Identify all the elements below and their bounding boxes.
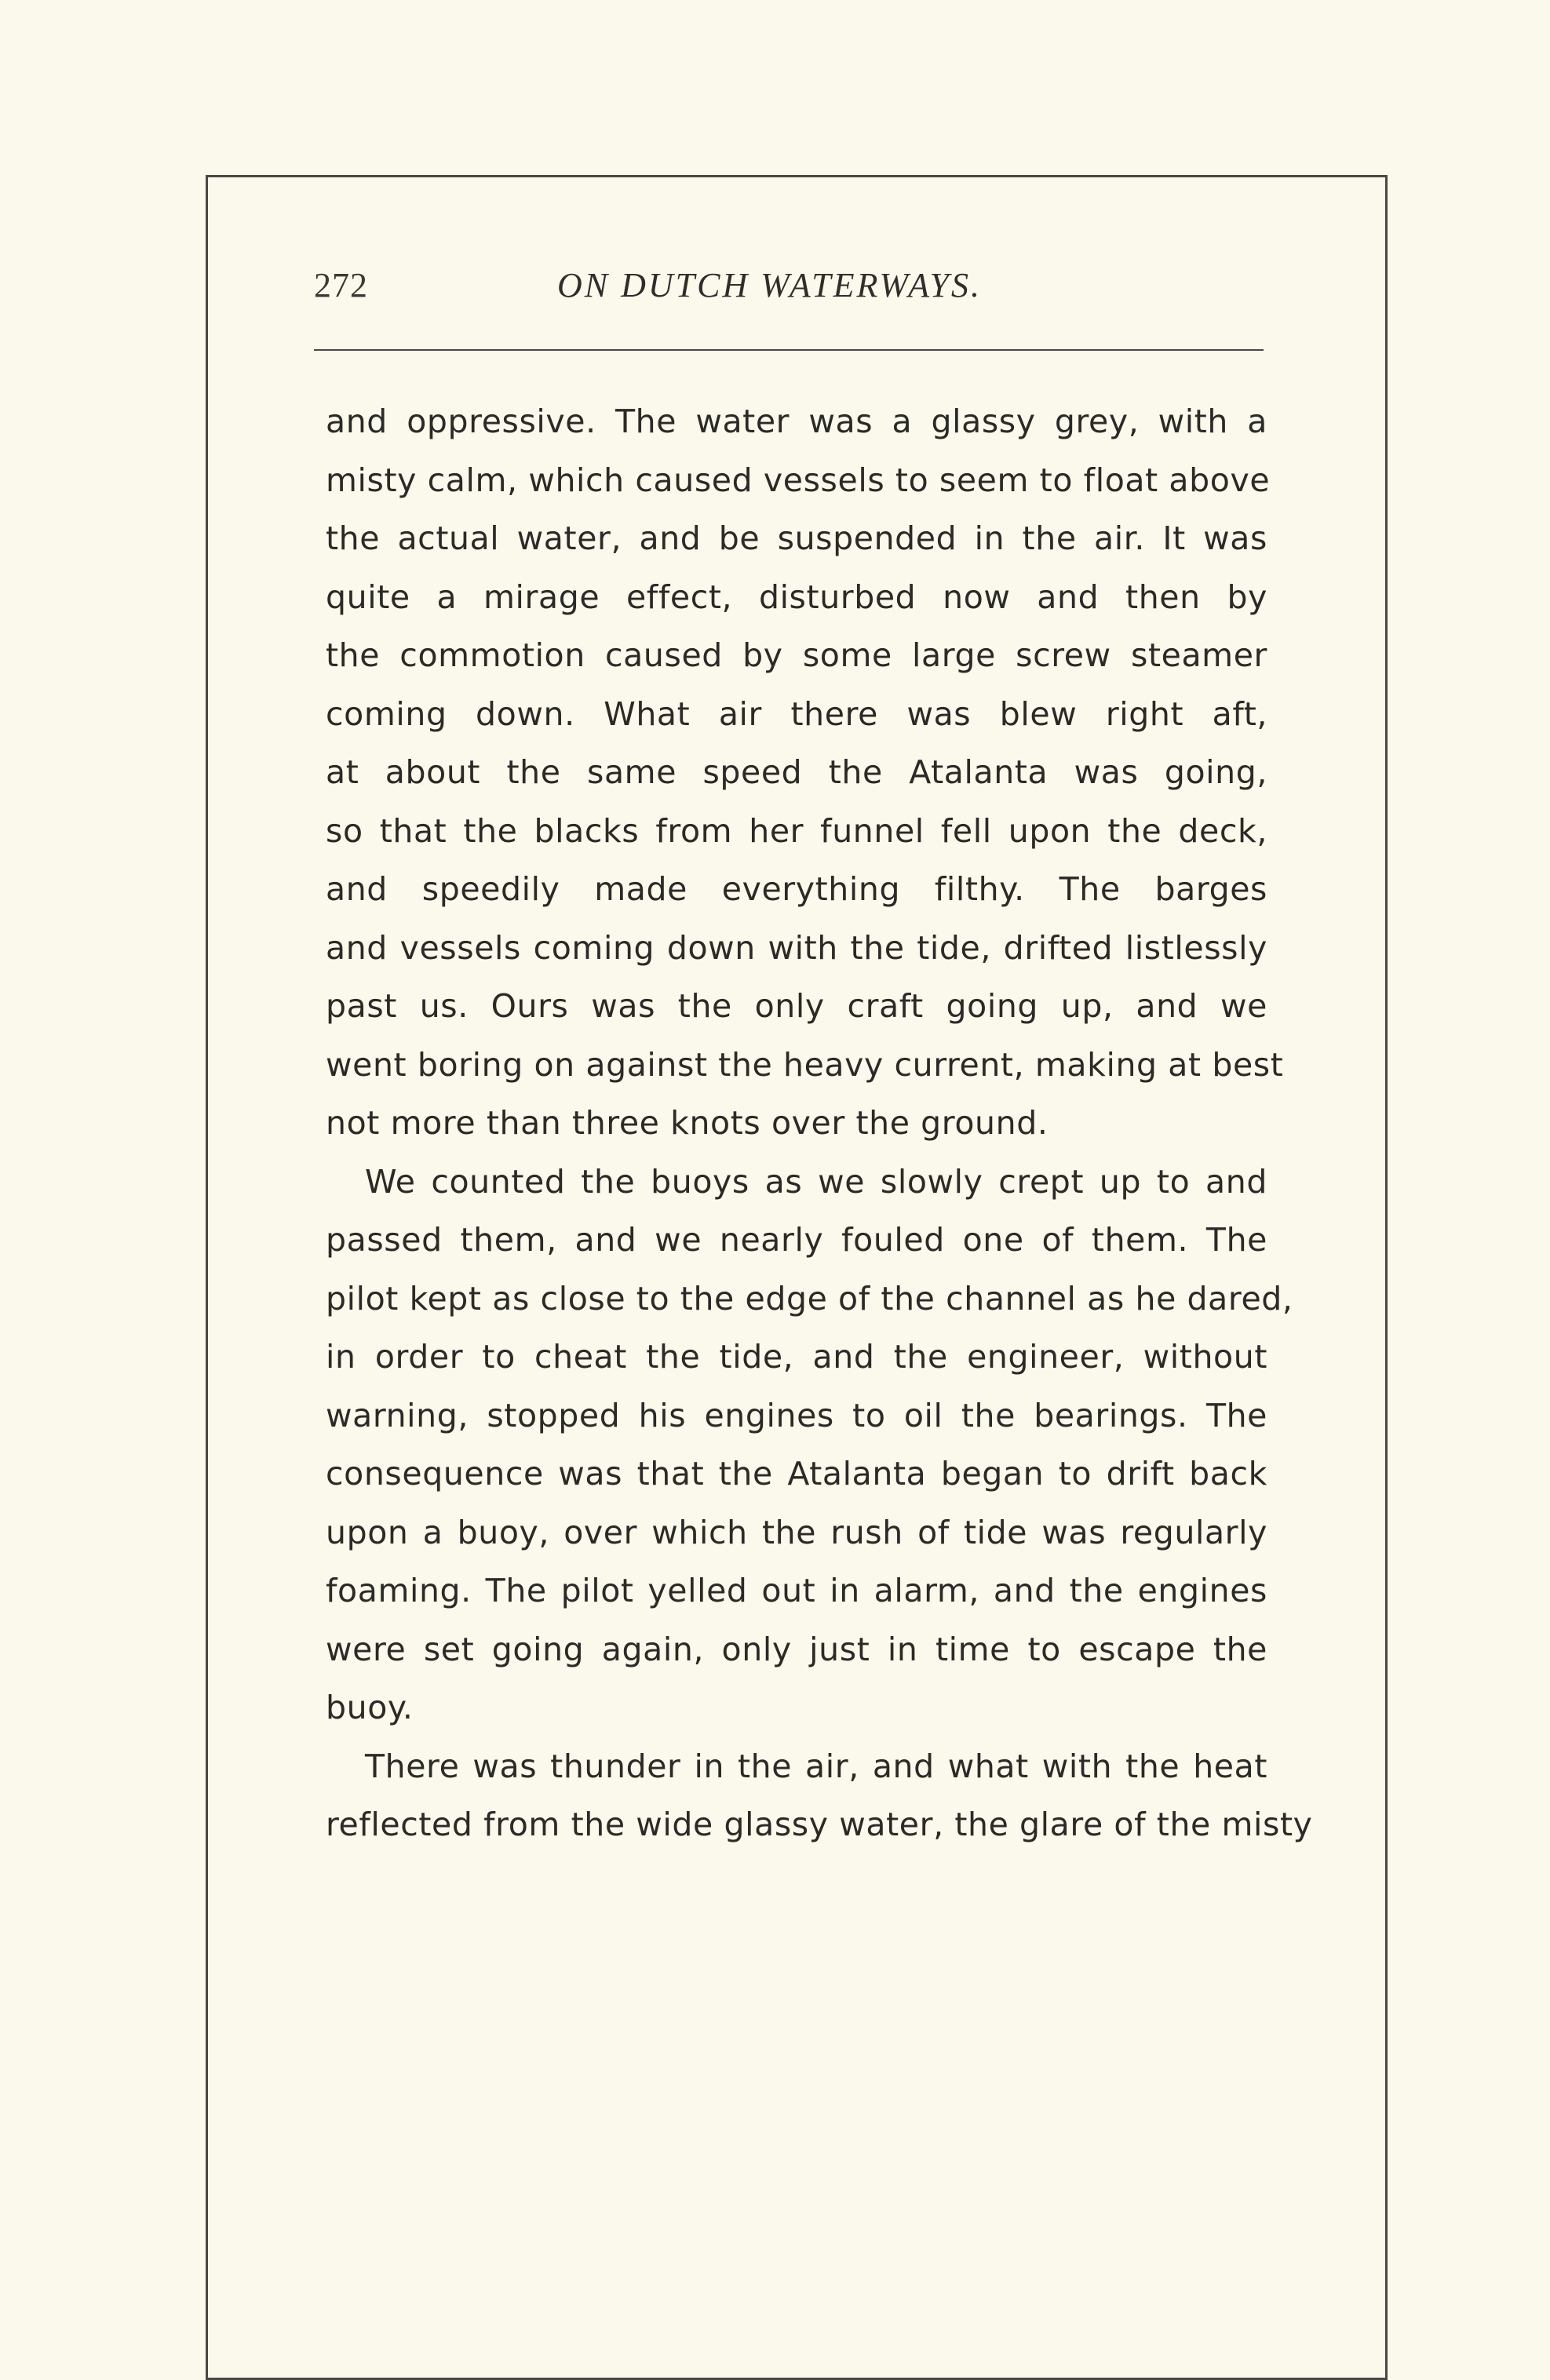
frame-left-rule [206,175,208,2380]
text-line: There was thunder in the air, and what with the heat [365,1747,1267,1785]
text-line: foaming. The pilot yelled out in alarm, and the engines [326,1572,1267,1609]
text-line: passed them, and we nearly fouled one of them. The [326,1221,1267,1259]
running-title: ON DUTCH WATERWAYS. [557,266,983,304]
text-line: not more than three knots over the ground. [326,1104,1049,1142]
text-line: in order to cheat the tide, and the engineer, without [326,1338,1267,1376]
text-line: upon a buoy, over which the rush of tide was regularly [326,1513,1267,1551]
text-line: the actual water, and be suspended in the air. It was [326,519,1267,557]
text-line: pilot kept as close to the edge of the channel as he dared, [326,1279,1293,1318]
text-line: consequence was that the Atalanta began to drift back [326,1455,1267,1493]
header-rule [314,349,1264,351]
text-line: and speedily made everything filthy. The barges [326,870,1267,908]
text-line: misty calm, which caused vessels to seem to float above [326,461,1271,499]
text-line: and oppressive. The water was a glassy grey, with a [326,403,1267,440]
page-number: 272 [314,266,368,304]
text-line: past us. Ours was the only craft going up, and we [326,987,1267,1025]
frame-right-rule [1385,175,1388,2380]
text-line: quite a mirage effect, disturbed now and then by [326,578,1267,616]
text-line: at about the same speed the Atalanta was going, [326,753,1267,791]
page-header [314,265,1279,328]
text-line: went boring on against the heavy current, making at best [326,1045,1284,1084]
text-line: reflected from the wide glassy water, the glare of the misty [326,1806,1313,1843]
text-line: buoy. [326,1689,414,1726]
text-line: coming down. What air there was blew right aft, [326,694,1267,733]
text-line: and vessels coming down with the tide, drifted listlessly [326,928,1267,967]
text-line: so that the blacks from her funnel fell upon the deck, [326,811,1267,850]
text-line: warning, stopped his engines to oil the bearings. The [326,1396,1267,1434]
text-line: the commotion caused by some large screw steamer [326,636,1267,674]
text-line: were set going again, only just in time to escape the [326,1630,1267,1668]
frame-top-rule [206,175,1388,177]
body-text [326,392,1313,1854]
text-line: We counted the buoys as we slowly crept up to and [365,1162,1267,1201]
